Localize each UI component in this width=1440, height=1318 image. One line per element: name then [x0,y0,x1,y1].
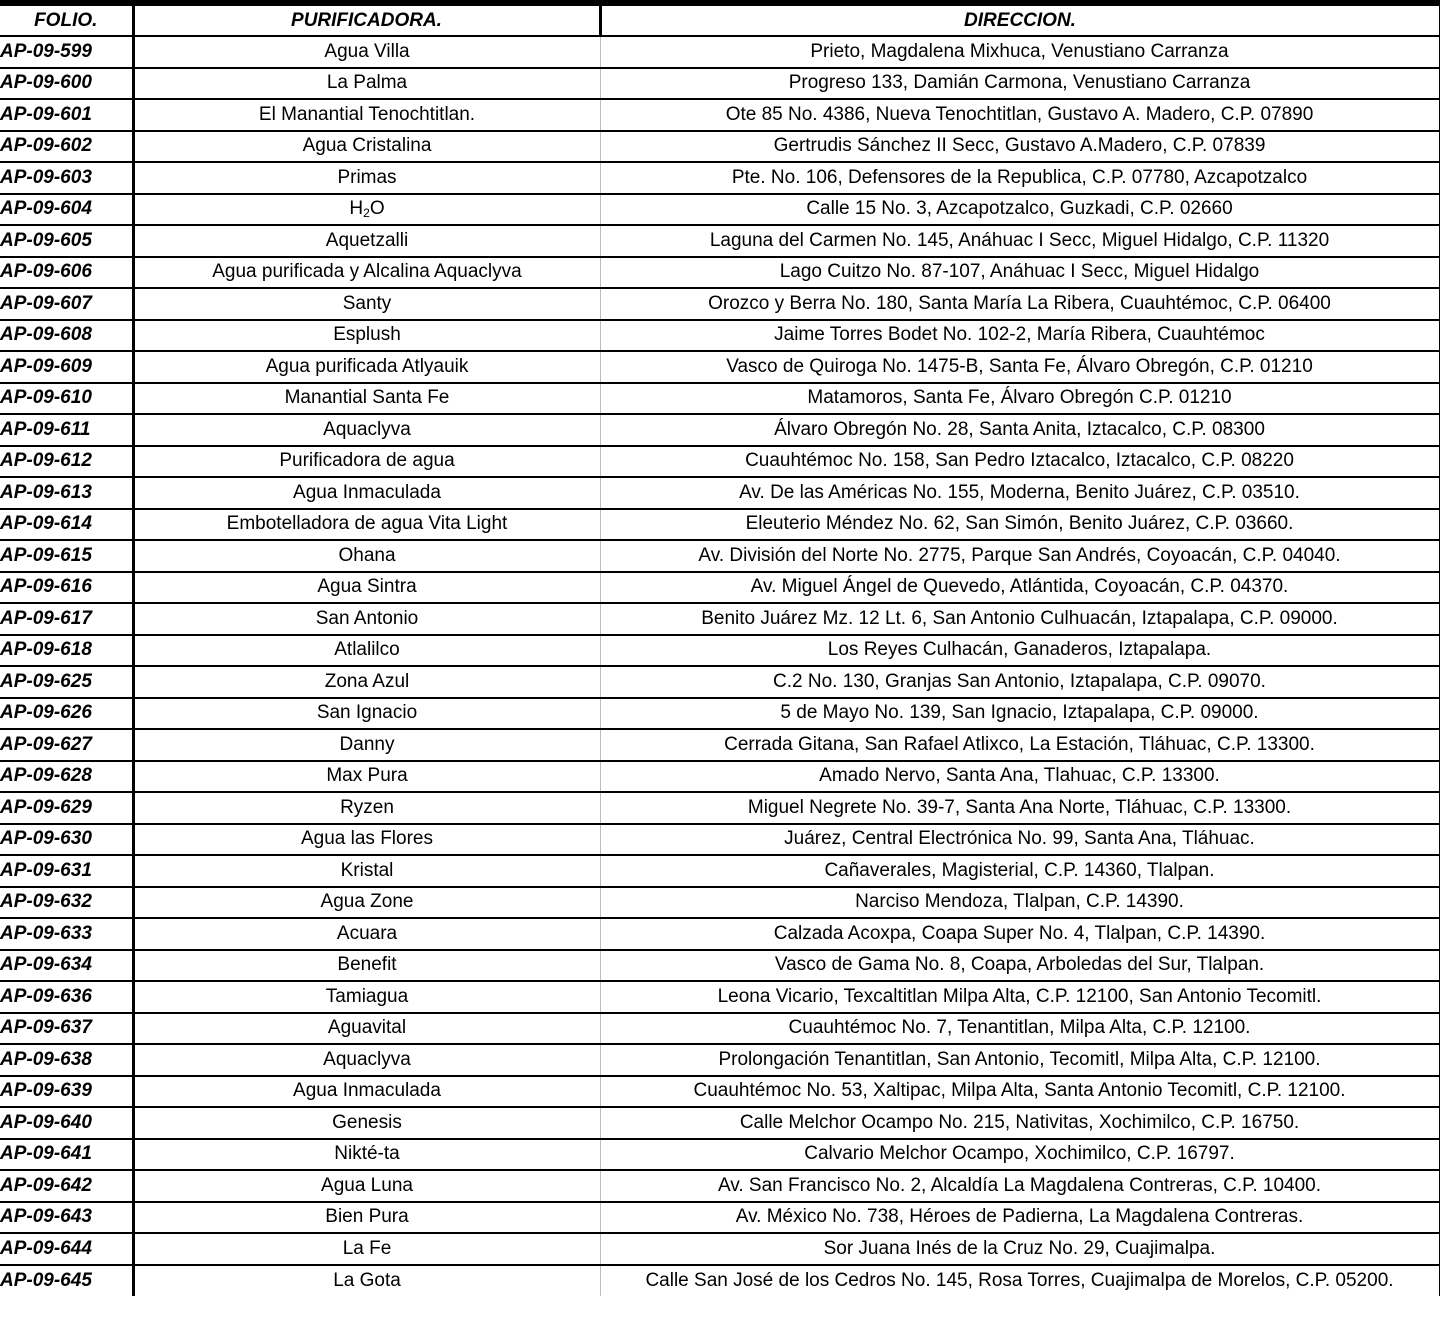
purificadora-cell: Benefit [133,950,600,982]
folio-cell: AP-09-645 [0,1265,133,1297]
direccion-cell: Gertrudis Sánchez II Secc, Gustavo A.Madero, C.P. 07839 [600,131,1440,163]
direccion-cell: Sor Juana Inés de la Cruz No. 29, Cuajimalpa. [600,1233,1440,1265]
folio-cell: AP-09-644 [0,1233,133,1265]
direccion-cell: Av. De las Américas No. 155, Moderna, Benito Juárez, C.P. 03510. [600,477,1440,509]
folio-cell: AP-09-626 [0,698,133,730]
folio-cell: AP-09-629 [0,792,133,824]
purificadora-cell: Agua purificada y Alcalina Aquaclyva [133,257,600,289]
purificadora-cell: Embotelladora de agua Vita Light [133,509,600,541]
direccion-cell: Cerrada Gitana, San Rafael Atlixco, La Estación, Tláhuac, C.P. 13300. [600,729,1440,761]
table-row [0,1076,1440,1108]
direccion-cell: Calzada Acoxpa, Coapa Super No. 4, Tlalpan, C.P. 14390. [600,918,1440,950]
direccion-cell: Prolongación Tenantitlan, San Antonio, Tecomitl, Milpa Alta, C.P. 12100. [600,1044,1440,1076]
folio-cell: AP-09-643 [0,1202,133,1234]
table-row [0,477,1440,509]
folio-cell: AP-09-632 [0,887,133,919]
direccion-cell: Progreso 133, Damián Carmona, Venustiano Carranza [600,68,1440,100]
purificadora-cell: El Manantial Tenochtitlan. [133,99,600,131]
purificadora-cell: Manantial Santa Fe [133,383,600,415]
purificadora-cell: Bien Pura [133,1202,600,1234]
folio-cell: AP-09-642 [0,1170,133,1202]
folio-cell: AP-09-609 [0,351,133,383]
table-row [0,36,1440,68]
folio-cell: AP-09-618 [0,635,133,667]
purificadora-cell: Agua Inmaculada [133,1076,600,1108]
direccion-cell: Pte. No. 106, Defensores de la Republica, C.P. 07780, Azcapotzalco [600,162,1440,194]
direccion-cell: Juárez, Central Electrónica No. 99, Santa Ana, Tláhuac. [600,824,1440,856]
direccion-cell: Av. México No. 738, Héroes de Padierna, La Magdalena Contreras. [600,1202,1440,1234]
purificadora-cell: Agua Luna [133,1170,600,1202]
header-row [0,6,1440,36]
table-row [0,572,1440,604]
purificadora-cell: Aquaclyva [133,414,600,446]
direccion-cell: Miguel Negrete No. 39-7, Santa Ana Norte, Tláhuac, C.P. 13300. [600,792,1440,824]
purificadora-cell: Aguavital [133,1013,600,1045]
purificadora-cell: San Ignacio [133,698,600,730]
direccion-cell: Benito Juárez Mz. 12 Lt. 6, San Antonio Culhuacán, Iztapalapa, C.P. 09000. [600,603,1440,635]
purificadora-cell: Atlalilco [133,635,600,667]
purificadora-cell: Nikté-ta [133,1139,600,1171]
direccion-cell: C.2 No. 130, Granjas San Antonio, Iztapalapa, C.P. 09070. [600,666,1440,698]
direccion-cell: Av. División del Norte No. 2775, Parque San Andrés, Coyoacán, C.P. 04040. [600,540,1440,572]
table-row [0,1265,1440,1297]
folio-cell: AP-09-599 [0,36,133,68]
direccion-cell: Cuauhtémoc No. 158, San Pedro Iztacalco, Iztacalco, C.P. 08220 [600,446,1440,478]
table-row [0,288,1440,320]
purificadora-cell: Kristal [133,855,600,887]
purificadora-cell: La Palma [133,68,600,100]
table-row [0,1013,1440,1045]
folio-header: FOLIO. [0,6,133,36]
purificadora-cell: Agua Inmaculada [133,477,600,509]
folio-cell: AP-09-610 [0,383,133,415]
table-row [0,824,1440,856]
folio-cell: AP-09-611 [0,414,133,446]
table-row [0,257,1440,289]
folio-cell: AP-09-627 [0,729,133,761]
table-row [0,414,1440,446]
purificadora-cell: Agua Zone [133,887,600,919]
folio-cell: AP-09-636 [0,981,133,1013]
folio-cell: AP-09-606 [0,257,133,289]
folio-cell: AP-09-607 [0,288,133,320]
folio-cell: AP-09-637 [0,1013,133,1045]
folio-cell: AP-09-631 [0,855,133,887]
table-row [0,729,1440,761]
purificadora-cell: Agua Cristalina [133,131,600,163]
table-body [0,36,1440,1296]
direccion-cell: Ote 85 No. 4386, Nueva Tenochtitlan, Gustavo A. Madero, C.P. 07890 [600,99,1440,131]
direccion-cell: Jaime Torres Bodet No. 102-2, María Ribera, Cuauhtémoc [600,320,1440,352]
folio-cell: AP-09-641 [0,1139,133,1171]
folio-cell: AP-09-602 [0,131,133,163]
purificadoras-table [0,6,1440,1296]
purificadora-cell: Acuara [133,918,600,950]
purificadora-cell: Aquetzalli [133,225,600,257]
table-row [0,131,1440,163]
table-row [0,761,1440,793]
direccion-cell: Av. Miguel Ángel de Quevedo, Atlántida, Coyoacán, C.P. 04370. [600,572,1440,604]
direccion-cell: Cuauhtémoc No. 7, Tenantitlan, Milpa Alta, C.P. 12100. [600,1013,1440,1045]
table-row [0,887,1440,919]
purificadora-cell: Zona Azul [133,666,600,698]
table-row [0,509,1440,541]
folio-cell: AP-09-615 [0,540,133,572]
direccion-cell: Orozco y Berra No. 180, Santa María La Ribera, Cuauhtémoc, C.P. 06400 [600,288,1440,320]
purificadora-cell: Agua las Flores [133,824,600,856]
folio-cell: AP-09-638 [0,1044,133,1076]
table-row [0,320,1440,352]
purificadora-text: H [349,198,364,220]
table-row [0,792,1440,824]
direccion-cell: Leona Vicario, Texcaltitlan Milpa Alta, C.P. 12100, San Antonio Tecomitl. [600,981,1440,1013]
table-row [0,540,1440,572]
purificadora-cell: Max Pura [133,761,600,793]
folio-cell: AP-09-616 [0,572,133,604]
direccion-cell: Calvario Melchor Ocampo, Xochimilco, C.P. 16797. [600,1139,1440,1171]
folio-cell: AP-09-605 [0,225,133,257]
folio-cell: AP-09-617 [0,603,133,635]
table-row [0,1233,1440,1265]
purificadora-cell: Agua purificada Atlyauik [133,351,600,383]
table-row [0,351,1440,383]
purificadora-cell: Esplush [133,320,600,352]
purificadora-cell: La Gota [133,1265,600,1297]
table-row [0,603,1440,635]
purificadora-cell: Tamiagua [133,981,600,1013]
table-row [0,698,1440,730]
direccion-cell: Amado Nervo, Santa Ana, Tlahuac, C.P. 13300. [600,761,1440,793]
direccion-cell: Vasco de Quiroga No. 1475-B, Santa Fe, Álvaro Obregón, C.P. 01210 [600,351,1440,383]
table-row [0,1202,1440,1234]
folio-cell: AP-09-600 [0,68,133,100]
purificadora-cell: Santy [133,288,600,320]
direccion-cell: Cuauhtémoc No. 53, Xaltipac, Milpa Alta, Santa Antonio Tecomitl, C.P. 12100. [600,1076,1440,1108]
folio-cell: AP-09-640 [0,1107,133,1139]
table-row [0,446,1440,478]
purificadora-cell: Aquaclyva [133,1044,600,1076]
folio-cell: AP-09-633 [0,918,133,950]
purificadora-cell: Agua Sintra [133,572,600,604]
direccion-cell: Calle Melchor Ocampo No. 215, Nativitas, Xochimilco, C.P. 16750. [600,1107,1440,1139]
purificadora-cell: La Fe [133,1233,600,1265]
direccion-cell: Eleuterio Méndez No. 62, San Simón, Benito Juárez, C.P. 03660. [600,509,1440,541]
direccion-cell: Cañaverales, Magisterial, C.P. 14360, Tlalpan. [600,855,1440,887]
table-row [0,855,1440,887]
table-row [0,99,1440,131]
purificadora-cell: San Antonio [133,603,600,635]
purificadora-subscript: 2 [363,206,370,221]
table-row [0,981,1440,1013]
folio-cell: AP-09-601 [0,99,133,131]
purificadora-cell: Purificadora de agua [133,446,600,478]
table-row [0,68,1440,100]
folio-cell: AP-09-628 [0,761,133,793]
table-row [0,1044,1440,1076]
table-row [0,918,1440,950]
direccion-cell: Laguna del Carmen No. 145, Anáhuac I Secc, Miguel Hidalgo, C.P. 11320 [600,225,1440,257]
purificadora-cell: Danny [133,729,600,761]
direccion-cell: Vasco de Gama No. 8, Coapa, Arboledas del Sur, Tlalpan. [600,950,1440,982]
table-row [0,162,1440,194]
table-row [0,383,1440,415]
folio-cell: AP-09-603 [0,162,133,194]
table-row [0,194,1440,226]
folio-cell: AP-09-604 [0,194,133,226]
table-row [0,635,1440,667]
table-row [0,1170,1440,1202]
folio-cell: AP-09-613 [0,477,133,509]
folio-cell: AP-09-612 [0,446,133,478]
purificadora-cell [133,194,600,226]
direccion-cell: Narciso Mendoza, Tlalpan, C.P. 14390. [600,887,1440,919]
direccion-cell: Matamoros, Santa Fe, Álvaro Obregón C.P. 01210 [600,383,1440,415]
purificadora-text-suffix: O [369,198,385,220]
purificadora-cell: Primas [133,162,600,194]
direccion-header: DIRECCION. [600,6,1440,36]
purificadora-cell: Agua Villa [133,36,600,68]
direccion-cell: Calle 15 No. 3, Azcapotzalco, Guzkadi, C.P. 02660 [600,194,1440,226]
folio-cell: AP-09-630 [0,824,133,856]
direccion-cell: Prieto, Magdalena Mixhuca, Venustiano Carranza [600,36,1440,68]
purificadora-cell: Genesis [133,1107,600,1139]
direccion-cell: Álvaro Obregón No. 28, Santa Anita, Iztacalco, C.P. 08300 [600,414,1440,446]
table-row [0,666,1440,698]
purificadora-cell: Ryzen [133,792,600,824]
table-row [0,225,1440,257]
direccion-cell: Los Reyes Culhacán, Ganaderos, Iztapalapa. [600,635,1440,667]
purificadora-cell: Ohana [133,540,600,572]
table-row [0,950,1440,982]
direccion-cell: Calle San José de los Cedros No. 145, Rosa Torres, Cuajimalpa de Morelos, C.P. 05200. [600,1265,1440,1297]
table-row [0,1107,1440,1139]
direccion-cell: Lago Cuitzo No. 87-107, Anáhuac I Secc, Miguel Hidalgo [600,257,1440,289]
folio-cell: AP-09-608 [0,320,133,352]
direccion-cell: 5 de Mayo No. 139, San Ignacio, Iztapalapa, C.P. 09000. [600,698,1440,730]
folio-cell: AP-09-625 [0,666,133,698]
direccion-cell: Av. San Francisco No. 2, Alcaldía La Magdalena Contreras, C.P. 10400. [600,1170,1440,1202]
folio-cell: AP-09-639 [0,1076,133,1108]
folio-cell: AP-09-614 [0,509,133,541]
purificadora-header: PURIFICADORA. [133,6,600,36]
table-row [0,1139,1440,1171]
folio-cell: AP-09-634 [0,950,133,982]
